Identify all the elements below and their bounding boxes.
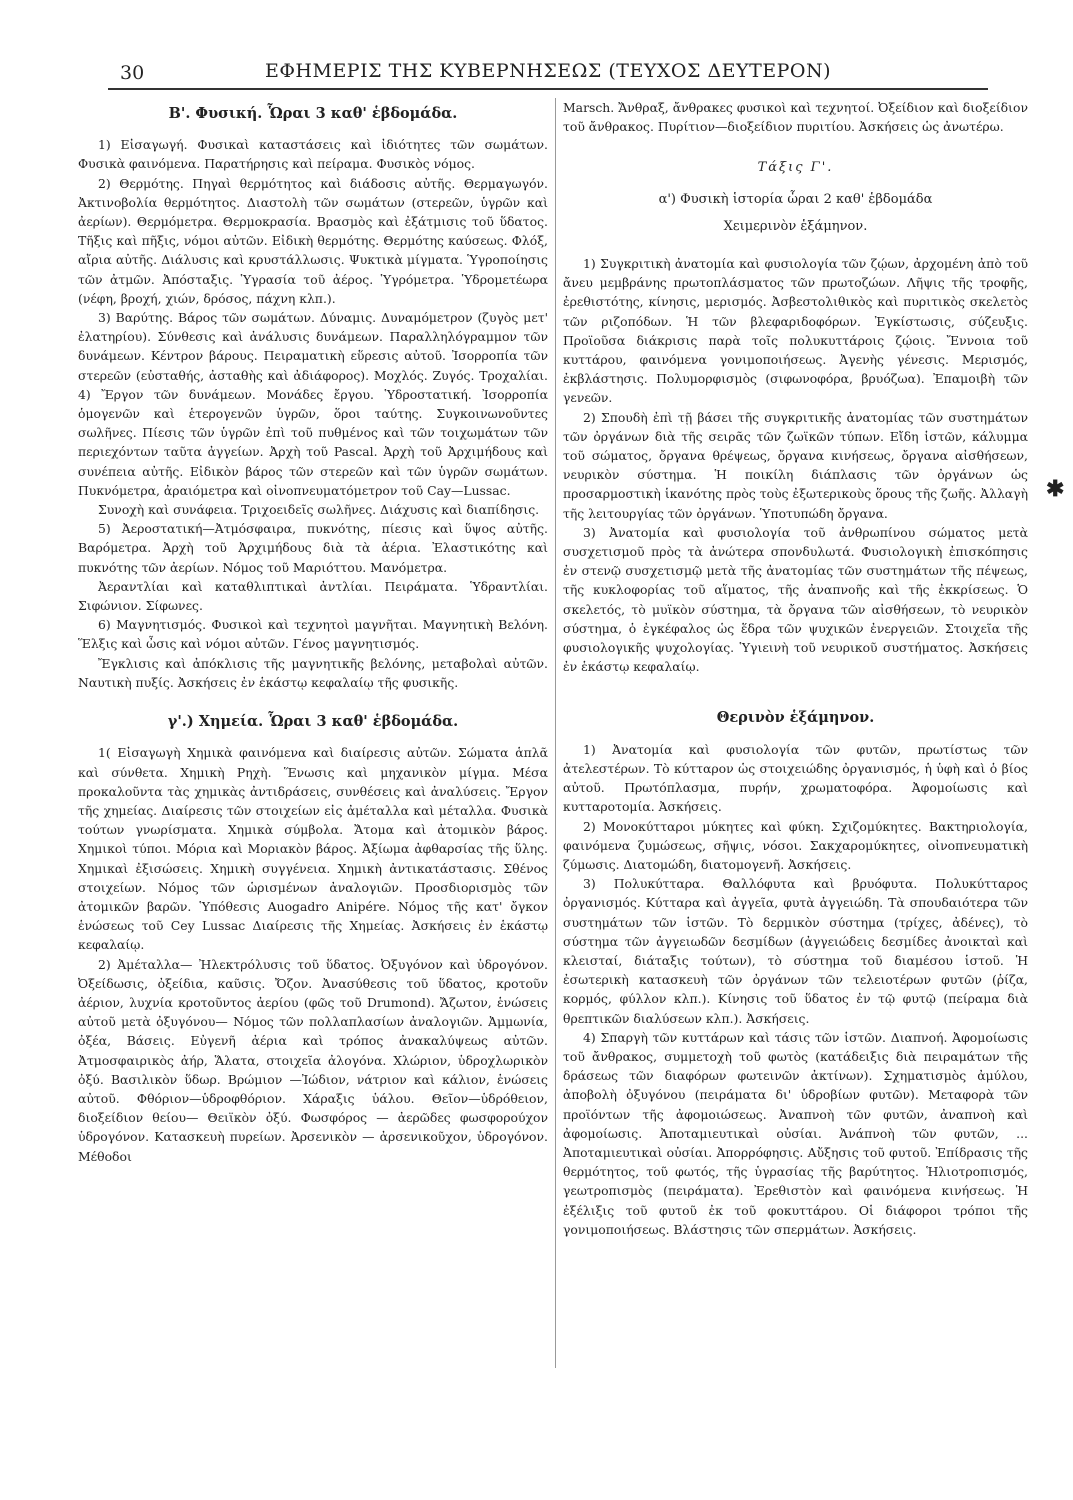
- physics-paragraph: 3) Βαρύτης. Βάρος τῶν σωμάτων. Δύναμις. Δυναμόμετρον (ζυγὸς μετ' ἐλατηρίου). Σύνθεσις καὶ ἀνάλυσις δυνάμεων. Παραλληλόγραμμον τῶν δυνάμεων. Κέντρον βάρους. Πειραματικὴ εὕρεσις αὐτοῦ. Ἰσορροπία τῶν στερεῶν (εὐσταθής, ἀσταθὴς καὶ ἀδιάφορος). Μοχλός. Ζυγός. Τροχαλίαι. 4) Ἔργον τῶν δυνάμεων. Μονάδες ἔργου. Ὑδροστατική. Ἰσορροπία ὁμογενῶν καὶ ἑτερογενῶν ὑγρῶν, ὅροι ταύτης. Συγκοινωνοῦντες σωλῆνες. Πίεσις τῶν ὑγρῶν ἐπὶ τοῦ πυθμένος καὶ τῶν τοιχωμάτων τῶν περιεχόντων ταῦτα ἀγγείων. Ἀρχὴ τοῦ Pascal. Ἀρχὴ τοῦ Ἀρχιμήδους καὶ συνέπεια αὐτῆς. Εἰδικὸν βάρος τῶν στερεῶν καὶ τῶν ὑγρῶν σωμάτων. Πυκνόμετρα, ἀραιόμετρα καὶ οἰνοπνευματόμετρον τοῦ Cay—Lussac.: [78, 310, 548, 498]
- left-column: [78, 98, 548, 1166]
- physics-paragraph: Ἀεραντλίαι καὶ καταθλιπτικαὶ ἀντλίαι. Πειράματα. Ὑδραντλίαι. Σιφώνιον. Σίφωνες.: [78, 578, 548, 614]
- margin-mark: ✱: [1046, 476, 1065, 502]
- physics-paragraph: Ἔγκλισις καὶ ἀπόκλισις τῆς μαγνητικῆς βελόνης, μεταβολαὶ αὐτῶν. Ναυτικὴ πυξίς. Ἀσκήσεις ἐν ἑκάστῳ κεφαλαίῳ τῆς φυσικῆς.: [78, 655, 548, 690]
- chemistry-paragraph: 1( Εἰσαγωγὴ Χημικὰ φαινόμενα καὶ διαίρεσις αὐτῶν. Σώματα ἁπλᾶ καὶ σύνθετα. Χημικὴ Ρηχὴ. Ἕνωσις καὶ μηχανικὸν μίγμα. Μέσα προκαλοῦντα τὰς χημικὰς ἀντιδράσεις, συνθέσεις καὶ ἀναλύσεις. Ἔργον τῆς χημείας. Διαίρεσις τῶν στοιχείων εἰς ἀμέταλλα καὶ μέταλλα. Φυσικὰ τούτων γνωρίσματα. Χημικὰ σύμβολα. Ἄτομα καὶ ἀτομικὸν βάρος. Χημικοὶ τύποι. Μόρια καὶ Μοριακὸν βάρος. Ἀξίωμα ἀφθαρσίας τῆς ὕλης. Χημικαὶ ἐξισώσεις. Χημικὴ συγγένεια. Χημικὴ ἀντικατάστασις. Σθένος στοιχείων. Νόμος τῶν ὡρισμένων ἀναλογιῶν. Προσδιορισμὸς τῶν ἀτομικῶν βαρῶν. Ὑπόθεσις Auogadro Anipére. Νόμος τῆς κατ' ὄγκον ἑνώσεως τοῦ Cey Lussac Διαίρεσις τῆς Χημείας. Ἀσκήσεις ἐν ἑκάστῳ κεφαλαίῳ.: [78, 745, 548, 953]
- winter-paragraph: 3) Ἀνατομία καὶ φυσιολογία τοῦ ἀνθρωπίνου σώματος μετὰ συσχετισμοῦ πρὸς τὰ ἀνώτερα σπονδυλωτά. Φυσιολογικὴ ἐπισκόπησις ἐν στενῷ συσχετισμῷ μετὰ τῆς ἀνατομίας τῶν συστημάτων τῆς πέψεως, τῆς κυκλοφορίας τοῦ αἵματος, τῆς ἀναπνοῆς καὶ τῆς ἐκκρίσεως. Ὁ σκελετός, τὸ μυϊκὸν σύστημα, τὰ ὄργανα τῶν αἰσθήσεων, τὸ νευρικὸν σύστημα, ὁ ἐγκέφαλος ὡς ἕδρα τῶν ψυχικῶν ἐνεργειῶν. Στοιχεῖα τῆς φυσιολογικῆς ψυχολογίας. Ὑγιεινὴ τοῦ νευρικοῦ συστήματος. Ἀσκήσεις ἐν ἑκάστῳ κεφαλαίῳ.: [563, 524, 1028, 675]
- chemistry-paragraph: 2) Ἀμέταλλα— Ἠλεκτρόλυσις τοῦ ὕδατος. Ὀξυγόνον καὶ ὑδρογόνον. Ὀξείδωσις, ὀξείδια, καῦσις. Ὄζον. Ἀνασύθεσις τοῦ ὕδατος, κροτοῦν ἀέριον, λυχνία κροτοῦντος ἀερίου (φῶς τοῦ Drumond). Ἄζωτον, ἑνώσεις αὐτοῦ μετὰ ὀξυγόνου— Νόμος τῶν πολλαπλασίων ἀναλογιῶν. Ἀμμωνία, ὀξέα, Βάσεις. Εὐγενῆ ἀέρια καὶ τρόπος ἀνακαλύψεως αὐτῶν. Ἀτμοσφαιρικὸς ἀήρ, Ἅλατα, στοιχεῖα ἀλογόνα. Χλώριον, ὑδροχλωρικὸν ὀξύ. Βασιλικὸν ὕδωρ. Βρώμιον —Ἰώδιον, νάτριον καὶ κάλιον, ἑνώσεις αὐτοῦ. Φθόριον—ὑδροφθόριον. Χάραξις ὑάλου. Θεῖον—ὑδρόθειον, διοξείδιον θείου— Θειϊκὸν ὀξύ. Φωσφόρος — ἀερῶδες φωσφορούχον ὑδρογόνον. Κατασκευὴ πυρείων. Ἀρσενικὸν — ἀρσενικοῦχον, ὑδρογόνον. Μέθοδοι: [78, 956, 548, 1164]
- gazette-title: ΕΦΗΜΕΡΙΣ ΤΗΣ ΚΥΒΕΡΝΗΣΕΩΣ (ΤΕΥΧΟΣ ΔΕΥΤΕΡΟΝ): [264, 60, 832, 82]
- page-number: 30: [120, 62, 145, 84]
- chemistry-continuation: Marsch. Ἄνθραξ, ἄνθρακες φυσικοὶ καὶ τεχνητοί. Ὀξείδιον καὶ διοξείδιον τοῦ ἄνθρακος. Πυρίτιον—διοξείδιον πυριτίου. Ἀσκήσεις ὡς ἀνωτέρω.: [563, 100, 1028, 135]
- physics-paragraph: 6) Μαγνητισμός. Φυσικοὶ καὶ τεχνητοὶ μαγνῆται. Μαγνητικὴ Βελόνη. Ἕλξις καὶ ὦσις καὶ νόμοι αὐτῶν. Γένος μαγνητισμός.: [78, 617, 548, 652]
- right-column: [563, 98, 1028, 1239]
- summer-paragraph: 1) Ἀνατομία καὶ φυσιολογία τῶν φυτῶν, πρωτίστως τῶν ἀτελεστέρων. Τὸ κύτταρον ὡς στοιχειώδης ὀργανισμός, ἡ ὑφὴ καὶ ὁ βίος αὐτοῦ. Πρωτόπλασμα, πυρήν, χρωματοφόρα. Ἀφομοίωσις καὶ κυτταροτομία. Ἀσκήσεις.: [563, 741, 1028, 815]
- winter-semester-heading: Χειμερινὸν ἑξάμηνον.: [723, 218, 868, 234]
- physics-heading: Β'. Φυσική. Ὧραι 3 καθ' ἑβδομάδα.: [168, 105, 458, 122]
- summer-paragraph: 3) Πολυκύτταρα. Θαλλόφυτα καὶ βρυόφυτα. Πολυκύτταρος ὀργανισμός. Κύτταρα καὶ ἀγγεῖα, φυτὰ ἀγγειώδη. Τὰ σπουδαιότερα τῶν συστημάτων τῶν ἱστῶν. Τὸ δερμικὸν σύστημα (τρίχες, ἀδένες), τὸ σύστημα τῶν ἀγγειωδῶν δεσμίδων (ἀγγειώδεις δεσμίδες ἀνοικταὶ καὶ κλεισταί, διάταξις τούτων), τὸ σύστημα τοῦ διαμέσου ἱστοῦ. Ἡ ἐσωτερικὴ κατασκευὴ τῶν ὀργάνων τῶν τελειοτέρων φυτῶν (ῥίζα, κορμός, φύλλον κλπ.). Κίνησις τοῦ ὕδατος ἐν τῷ φυτῷ (πείραμα διὰ θρεπτικῶν διαλύσεων κλπ.). Ἀσκήσεις.: [563, 876, 1028, 1026]
- summer-paragraph: 2) Μονοκύτταροι μύκητες καὶ φύκη. Σχιζομύκητες. Βακτηριολογία, φαινόμενα ζυμώσεως, σῆψις, νόσοι. Σακχαρομύκητες, οἰνοπνευματικὴ ζύμωσις. Διατομώδη, διατομογενῆ. Ἀσκήσεις.: [563, 818, 1028, 872]
- physics-paragraph: 2) Θερμότης. Πηγαὶ θερμότητος καὶ διάδοσις αὐτῆς. Θερμαγωγόν. Ἀκτινοβολία θερμότητος. Διαστολὴ τῶν σωμάτων (στερεῶν, ὑγρῶν καὶ ἀερίων). Θερμόμετρα. Θερμοκρασία. Βρασμὸς καὶ ἐξάτμισις τοῦ ὕδατος. Τῆξις καὶ πῆξις, νόμοι αὐτῶν. Εἰδικὴ θερμότης. Θερμότης καύσεως. Φλόξ, αἴρια αὐτῆς. Διάλυσις καὶ κρυστάλλωσις. Ψυκτικὰ μίγματα. Ὑγροποίησις τῶν ἀτμῶν. Ἀπόσταξις. Ὑγρασία τοῦ ἀέρος. Ὑγρόμετρα. Ὑδρομετέωρα (νέφη, βροχή, χιών, δρόσος, πάχνη κλπ.).: [78, 175, 548, 306]
- physics-paragraph: Συνοχὴ καὶ συνάφεια. Τριχοειδεῖς σωλῆνες. Διάχυσις καὶ διαπίδησις.: [98, 502, 540, 518]
- chemistry-heading: γ'.) Χημεία. Ὧραι 3 καθ' ἑβδομάδα.: [167, 713, 459, 731]
- natural-history-heading: α') Φυσικὴ ἱστορία ὧραι 2 καθ' ἑβδομάδα: [658, 191, 933, 207]
- winter-paragraph: 2) Σπουδὴ ἐπὶ τῇ βάσει τῆς συγκριτικῆς ἀνατομίας τῶν συστημάτων τῶν ὀργάνων διὰ τῆς σειρᾶς τῶν ζωϊκῶν τύπων. Εἴδη ἱστῶν, κάλυμμα τοῦ σώματος, ὄργανα θρέψεως, ὄργανα κινήσεως, ὄργανα αἰσθήσεων, νευρικὸν σύστημα. Ἡ ποικίλη διάπλασις τῶν ὀργάνων ὡς προσαρμοστικὴ ἱκανότης πρὸς τοὺς ἐξωτερικοὺς ὅρους τῆς ζωῆς. Ἀλλαγὴ τῆς λειτουργίας τῶν ὀργάνων. Ὑποτυπώδη ὄργανα.: [563, 409, 1028, 521]
- page-header: [108, 58, 988, 90]
- column-divider: [555, 98, 556, 1368]
- class-heading: Τάξις Γ'.: [757, 160, 834, 176]
- summer-semester-heading: Θερινὸν ἑξάμηνον.: [716, 709, 875, 727]
- summer-paragraph: 4) Σπαργὴ τῶν κυττάρων καὶ τάσις τῶν ἱστῶν. Διαπνοή. Ἀφομοίωσις τοῦ ἄνθρακος, συμμετοχὴ τοῦ φωτὸς (κατάδειξις διὰ πειραμάτων τῆς δράσεως τῶν διαφόρων φωτεινῶν ἀκτίνων). Σχηματισμὸς ἀμύλου, ἀποβολὴ ὀξυγόνου (πειράματα δι' ὑδροβίων φυτῶν). Μεταφορὰ τῶν προϊόντων τῆς ἀφομοιώσεως. Ἀναπνοὴ τῶν φυτῶν, ἀναπνοὴ καὶ ἀφομοίωσις. Ἀποταμιευτικαὶ οὐσίαι. Ἀνάπνοὴ τῶν φυτῶν, ... Ἀποταμιευτικαὶ οὐσίαι. Ἀπορρόφησις. Αὔξησις τοῦ φυτοῦ. Ἐπίδρασις τῆς θερμότητος, τοῦ φωτός, τῆς ὑγρασίας τῆς βαρύτητος. Ἡλιοτροπισμός, γεωτροπισμὸς (πειράματα). Ἐρεθιστὸν καὶ φαινόμενα κινήσεως. Ἡ ἐξέλιξις τοῦ φυτοῦ ἐκ τοῦ φοκυττάρου. Οἱ διάφοροι τρόποι τῆς γονιμοποιήσεως. Βλάστησις τῶν σπερμάτων. Ἀσκήσεις.: [563, 1029, 1028, 1237]
- physics-paragraph: 5) Ἀεροστατική—Ἀτμόσφαιρα, πυκνότης, πίεσις καὶ ὕψος αὐτῆς. Βαρόμετρα. Ἀρχὴ τοῦ Ἀρχιμήδους διὰ τὰ ἀέρια. Ἐλαστικότης καὶ πυκνότης τῶν ἀερίων. Νόμος τοῦ Μαριόττου. Μανόμετρα.: [78, 521, 548, 575]
- winter-paragraph: 1) Συγκριτικὴ ἀνατομία καὶ φυσιολογία τῶν ζῴων, ἀρχομένη ἀπὸ τοῦ ἄνευ μεμβράνης πρωτοπλάσματος τῶν πρωτοζώων. Λῆψις τῆς τροφῆς, ἐρεθιστότης, κίνησις, μερισμός. Ἀσβεστολιθικὸς καὶ πυριτικὸς σκελετὸς τῶν ριζοπόδων. Ἡ τῶν βλεφαριδοφόρων. Ἐγκίστωσις, σύζευξις. Προϊοῦσα διάκρισις παρὰ τοῖς πολυκυττάροις ζῴοις. Ἔννοια τοῦ κυττάρου, φαινόμενα γονιμοποιήσεως. Ἀγενὴς γένεσις. Μερισμός, ἐκβλάστησις. Πολυμορφισμὸς (σιφωνοφόρα, βρυόζωα). Ἐπαμοιβὴ τῶν γενεῶν.: [563, 256, 1028, 406]
- physics-paragraph: 1) Εἰσαγωγή. Φυσικαὶ καταστάσεις καὶ ἰδιότητες τῶν σωμάτων. Φυσικὰ φαινόμενα. Παρατήρησις καὶ πείραμα. Φυσικὸς νόμος.: [78, 137, 548, 172]
